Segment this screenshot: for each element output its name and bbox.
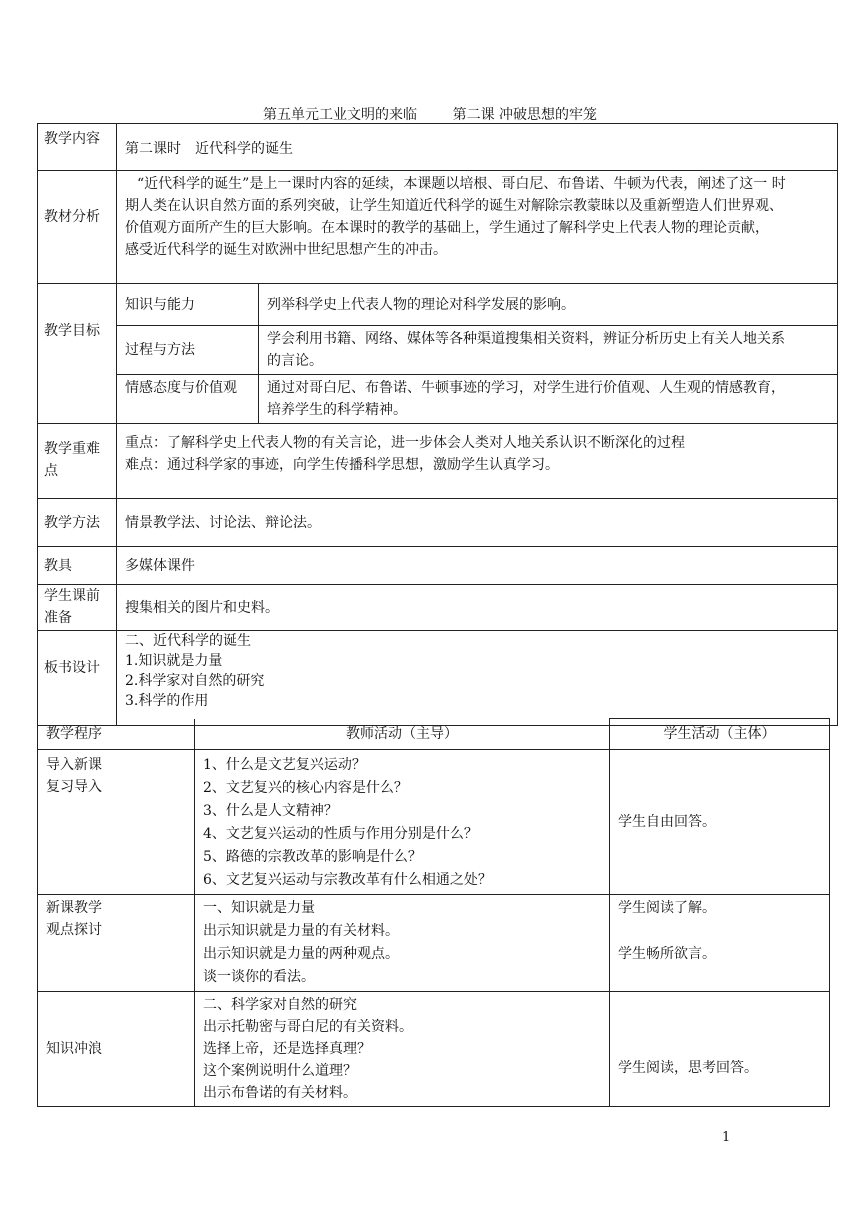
row-content xyxy=(38,124,838,171)
teacher-line: 6、文艺复兴运动与宗教改革有什么相通之处？ xyxy=(203,872,492,888)
col-step-header: 教学程序 xyxy=(38,719,195,750)
row-analysis xyxy=(38,171,838,284)
goal-name: 情感态度与价值观 xyxy=(117,375,259,424)
lesson-plan-table xyxy=(37,123,838,726)
teacher-line: 这个案例说明什么道理？ xyxy=(203,1063,357,1079)
board-text xyxy=(117,631,838,726)
goal-text xyxy=(259,284,838,326)
goal-line: 培养学生的科学精神。 xyxy=(267,402,407,418)
student-line: 学生阅读，思考回答。 xyxy=(618,1060,758,1076)
teacher-line: 出示布鲁诺的有关材料。 xyxy=(203,1085,357,1101)
col-student-header: 学生活动（主体） xyxy=(610,719,830,750)
method-value: 情景教学法、讨论法、辩论法。 xyxy=(117,499,838,547)
goal-text xyxy=(259,326,838,375)
content-value: 第二课时 近代科学的诞生 xyxy=(117,124,838,171)
method-label: 教学方法 xyxy=(38,499,117,547)
student-cell xyxy=(610,992,830,1107)
teacher-line: 1、什么是文艺复兴运动？ xyxy=(203,757,366,773)
keypoints-label: 教学重难点 xyxy=(38,424,117,499)
student-line: 学生阅读了解。 xyxy=(618,900,716,916)
analysis-text xyxy=(117,171,838,284)
row-prep xyxy=(38,585,838,631)
student-cell xyxy=(610,750,830,895)
step-line: 观点探讨 xyxy=(46,922,102,938)
keypoint-line: 重点：了解科学史上代表人物的有关言论，进一步体会人类对人地关系认识不断深化的过程 xyxy=(125,435,685,451)
analysis-line: 价值观方面所产生的巨大影响。在本课时的教学的基础上，学生通过了解科学史上代表人物的理论贡献， xyxy=(125,220,769,236)
board-line: 2.科学家对自然的研究 xyxy=(125,673,265,689)
teacher-line: 谈一谈你的看法。 xyxy=(203,969,315,985)
board-label: 板书设计 xyxy=(38,631,117,726)
teacher-line: 出示知识就是力量的两种观点。 xyxy=(203,946,399,962)
goals-label: 教学目标 xyxy=(38,284,117,424)
step-cell xyxy=(38,750,195,895)
goal-text xyxy=(259,375,838,424)
analysis-line: 期人类在认识自然方面的系列突破，让学生知道近代科学的诞生对解除宗教蒙昧以及重新塑造人们世界观、 xyxy=(125,198,783,214)
tools-label: 教具 xyxy=(38,547,117,585)
row-method xyxy=(38,499,838,547)
goal-name: 过程与方法 xyxy=(117,326,259,375)
lesson-title: 第二课 冲破思想的牢笼 xyxy=(452,107,598,123)
step-line: 新课教学 xyxy=(46,900,102,916)
teacher-cell xyxy=(195,895,610,992)
row-keypoints xyxy=(38,424,838,499)
teacher-cell xyxy=(195,750,610,895)
student-line: 学生畅所欲言。 xyxy=(618,946,716,962)
teacher-line: 5、路德的宗教改革的影响是什么？ xyxy=(203,849,422,865)
student-cell xyxy=(610,895,830,992)
step-line: 导入新课 xyxy=(46,757,102,773)
board-line: 1.知识就是力量 xyxy=(125,653,223,669)
procedure-header-row xyxy=(38,719,830,750)
teacher-line: 2、文艺复兴的核心内容是什么？ xyxy=(203,780,408,796)
teacher-line: 一、知识就是力量 xyxy=(203,900,315,916)
procedure-row-knowledge-surf xyxy=(38,992,830,1107)
board-line: 3.科学的作用 xyxy=(125,693,209,709)
step-cell xyxy=(38,895,195,992)
tools-value: 多媒体课件 xyxy=(117,547,838,585)
step-line: 复习导入 xyxy=(46,779,102,795)
row-tools xyxy=(38,547,838,585)
procedure-table xyxy=(37,718,830,1107)
keypoint-line: 难点：通过科学家的事迹，向学生传播科学思想，激励学生认真学习。 xyxy=(125,457,559,473)
teacher-line: 二、科学家对自然的研究 xyxy=(203,997,357,1013)
board-line: 二、近代科学的诞生 xyxy=(125,633,251,649)
analysis-line: 感受近代科学的诞生对欧洲中世纪思想产生的冲击。 xyxy=(125,242,447,258)
student-line: 学生自由回答。 xyxy=(618,814,716,830)
teacher-cell xyxy=(195,992,610,1107)
row-goal-knowledge xyxy=(38,284,838,326)
goal-line: 列举科学史上代表人物的理论对科学发展的影响。 xyxy=(267,296,575,313)
teacher-line: 出示托勒密与哥白尼的有关资料。 xyxy=(203,1019,413,1035)
teacher-line: 3、什么是人文精神？ xyxy=(203,803,338,819)
goal-name: 知识与能力 xyxy=(117,284,259,326)
teacher-line: 出示知识就是力量的有关材料。 xyxy=(203,923,399,939)
goal-line: 通过对哥白尼、布鲁诺、牛顿事迹的学习，对学生进行价值观、人生观的情感教育， xyxy=(267,380,785,396)
goal-line: 的言论。 xyxy=(267,353,323,369)
teacher-line: 4、文艺复兴运动的性质与作用分别是什么？ xyxy=(203,826,478,842)
goal-line: 学会利用书籍、网络、媒体等各种渠道搜集相关资料，辨证分析历史上有关人地关系 xyxy=(267,331,785,347)
col-teacher-header: 教师活动（主导） xyxy=(195,719,610,750)
keypoints-text xyxy=(117,424,838,499)
procedure-row-intro xyxy=(38,750,830,895)
row-goal-attitude xyxy=(38,375,838,424)
step-line: 知识冲浪 xyxy=(46,1041,102,1057)
teacher-line: 选择上帝，还是选择真理？ xyxy=(203,1041,371,1057)
page-number: 1 xyxy=(722,1130,731,1145)
analysis-label: 教材分析 xyxy=(38,171,117,284)
step-cell xyxy=(38,992,195,1107)
analysis-line: “近代科学的诞生”是上一课时内容的延续，本课题以培根、哥白尼、布鲁诺、牛顿为代表，阐述了这一 时 xyxy=(137,176,786,192)
content-label: 教学内容 xyxy=(38,124,117,171)
document-title xyxy=(0,104,860,124)
prep-label: 学生课前准备 xyxy=(38,585,117,631)
row-board xyxy=(38,631,838,726)
unit-title: 第五单元工业文明的来临 xyxy=(262,107,417,123)
procedure-row-new-lesson xyxy=(38,895,830,992)
prep-value: 搜集相关的图片和史料。 xyxy=(117,585,838,631)
row-goal-process xyxy=(38,326,838,375)
